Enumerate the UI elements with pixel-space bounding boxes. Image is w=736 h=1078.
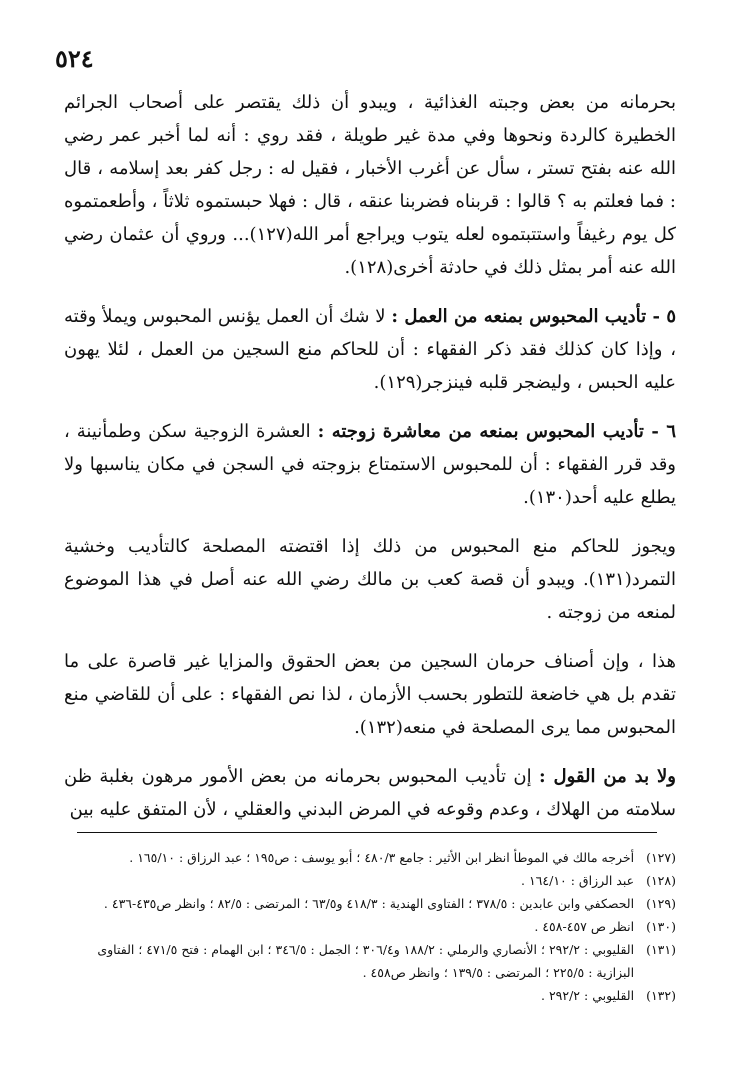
body-text [64,86,676,842]
text-line: بحرمانه من بعض وجبته الغذائية ، ويبدو أن ذلك يقتصر على أصحاب الجرائم الخطيرة [64,92,676,146]
text-line: المحبوس مما يرى المصلحة في منعه(١٣٢). [354,717,676,738]
footnote-text: القليوبي : ٢٩٢/٢ . [541,988,635,1003]
text-line: ولا يطلع عليه أحد(١٣٠). [64,454,676,508]
text-line: هذا ، وإن أصناف حرمان السجين من بعض الحقوق والمزايا غير قاصرة على ما [64,651,676,672]
page-number: ٥٢٤ [55,44,94,73]
text-line: ويجوز للحاكم منع المحبوس من ذلك إذا اقتضته المصلحة كالتأديب وخشية [64,536,676,557]
text-line: العشرة الزوجية سكن [148,421,311,442]
footnote [64,915,676,938]
footnote-divider [77,832,657,833]
footnote-text: أخرجه مالك في الموطأ انظر ابن الأثير : جامع ٤٨٠/٣ ؛ أبو يوسف : ص١٩٥ ؛ عبد الرزاق : ١٦٥/١٠ . [129,850,635,865]
paragraph-work-deprivation [64,300,676,399]
text-line: عليه الحبس ، وليضجر قلبه فينزجر(١٢٩). [373,372,676,393]
paragraph-bread-deprivation [64,86,676,284]
footnote-text: عبد الرزاق : ١٦٤/١٠ . [521,873,635,888]
text-line: وطمأنينة ، وقد قرر الفقهاء : أن للمحبوس الاستمتاع بزوجته في السجن في مكان يناسبها [64,421,676,475]
text-line: لا شك أن العمل يؤنس المحبوس ويملأ [102,306,386,327]
text-line: وقته ، وإذا كان كذلك فقد ذكر الفقهاء : أن للحاكم منع السجين من العمل ، لئلا يهون [64,306,676,360]
text-line: إن تأديب المحبوس بحرمانه من بعض الأمور مرهون بغلبة [99,766,532,787]
text-line: تستر ، سأل عن أغرب الأخبار ، فقيل له : رجل كفر بعد إسلامه ، قال : فما فعلتم به ؟ [64,158,676,212]
text-line: ذلك في حادثة أخرى(١٢٨). [344,257,543,278]
footnote [64,938,676,984]
text-line: التمرد(١٣١). ويبدو أن قصة كعب بن مالك رضي الله عنه أصل في هذا الموضوع لمنعه من [64,569,676,623]
footnote-number: (١٢٧) [646,850,676,865]
footnote [64,869,676,892]
footnote-text: القليوبي : ٢٩٢/٢ ؛ الأنصاري والرملي : ١٨٨/٢ و٣٠٦/٤ ؛ الجمل : ٣٤٦/٥ ؛ ابن الهمام : فتح ٤٧١/٥ ؛ الفتاوى البزازية : ٢٢٥/٥ ؛ المرتضى : ١٣٩/٥ ؛ وانظر ص٤٥٨ . [97,942,635,980]
footnote-number: (١٢٨) [646,873,676,888]
paragraph-categories [64,645,676,744]
text-line: واستتبتموه لعله يتوب ويراجع أمر الله(١٢٧)... وروي أن عثمان رضي الله عنه أمر بمثل [64,224,676,278]
section-heading: ولا بد من القول : [538,766,676,787]
footnote-text: الحصكفي وابن عابدين : ٣٧٨/٥ ؛ الفتاوى الهندية : ٤١٨/٣ و٦٣/٥ ؛ المرتضى : ٨٢/٥ ؛ وانظر ص٤٣٥-٤٣٦ . [103,896,635,911]
section-heading: ٥ - تأديب المحبوس بمنعه من العمل : [391,306,676,327]
footnote [64,846,676,869]
footnote-text: انظر ص ٤٥٧-٤٥٨ . [534,919,635,934]
footnotes [64,846,676,1007]
footnote-number: (١٣٠) [646,919,676,934]
text-line: قالوا : قربناه فضربنا عنقه ، قال : فهلا حبستموه ثلاثاً ، وأطعمتموه كل يوم رغيفاً [64,191,676,245]
paragraph-spouse-deprivation [64,415,676,514]
text-line: ظن سلامته من الهلاك ، وعدم وقوعه في المرض البدني والعقلي ، لأن المتفق عليه بين [64,766,676,820]
paragraph-ruler-may-prevent [64,530,676,629]
text-line: زوجته . [546,602,602,623]
paragraph-conclusion [64,760,676,826]
footnote-number: (١٢٩) [646,896,676,911]
footnote [64,892,676,915]
text-line: كالردة ونحوها وفي مدة غير طويلة ، فقد روي : أنه لما أخبر عمر رضي الله عنه بفتح [64,125,676,179]
section-heading: ٦ - تأديب المحبوس بمنعه من معاشرة زوجته : [317,421,676,442]
footnote [64,984,676,1007]
text-line: تقدم بل هي خاضعة للتطور بحسب الأزمان ، لذا نص الفقهاء : على أن للقاضي منع [64,684,676,705]
footnote-number: (١٣٢) [646,988,676,1003]
footnote-number: (١٣١) [646,942,676,957]
